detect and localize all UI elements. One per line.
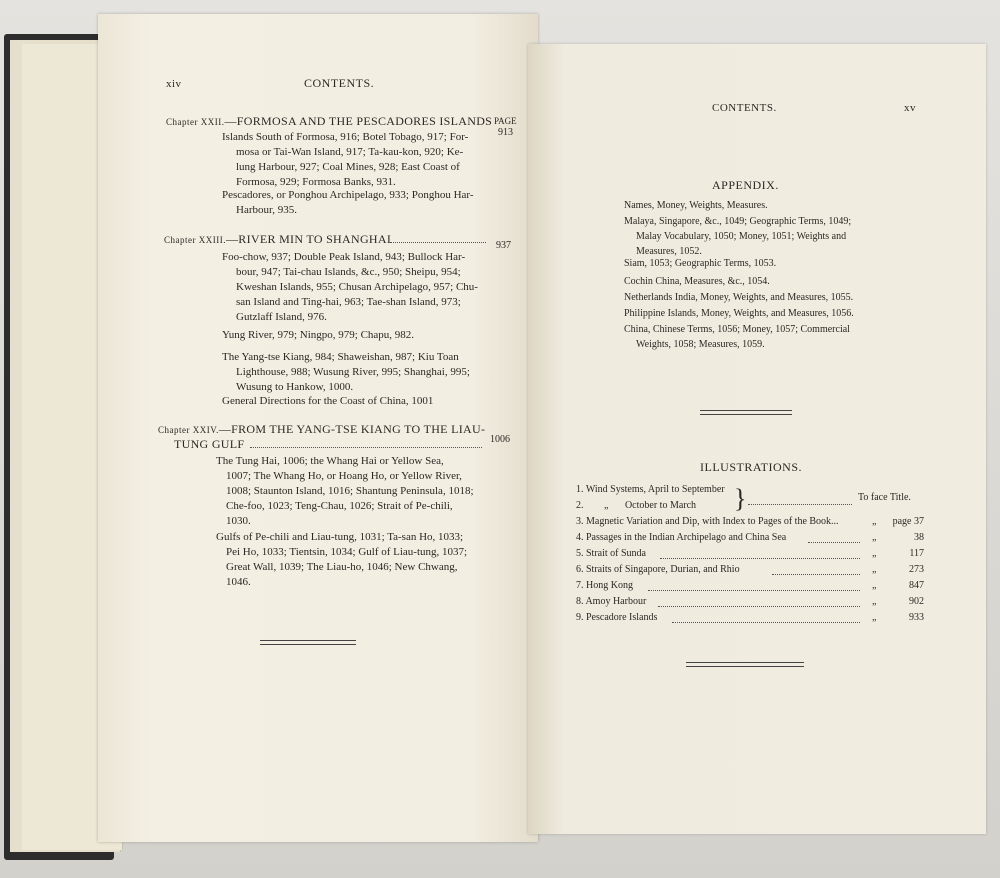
illustration-text bbox=[576, 548, 646, 559]
entry-line: Wusung to Hankow, 1000. bbox=[236, 381, 354, 393]
chapter-heading bbox=[158, 422, 485, 438]
chapter-entry bbox=[216, 454, 474, 529]
chapter-entry: Yung River, 979; Ningpo, 979; Chapu, 982. bbox=[222, 329, 415, 341]
entry-line: Malay Vocabulary, 1050; Money, 1051; Weights and bbox=[636, 231, 847, 242]
illustration-row bbox=[576, 548, 924, 563]
chapter-label: Chapter XXII. bbox=[166, 117, 225, 127]
entry-line: Lighthouse, 988; Wusung River, 995; Shanghai, 995; bbox=[236, 366, 470, 378]
chapter-title: —RIVER MIN TO SHANGHAI bbox=[225, 232, 392, 246]
brace-symbol: } bbox=[734, 484, 747, 513]
appendix-entry bbox=[624, 214, 851, 259]
entry-line: Great Wall, 1039; The Liau-ho, 1046; New Chwang, bbox=[226, 561, 458, 573]
chapter-entry bbox=[222, 188, 474, 218]
chapter-label: Chapter XXIII. bbox=[164, 235, 226, 245]
ditto-mark: „ bbox=[872, 516, 877, 527]
face-title: To face Title. bbox=[858, 492, 911, 503]
entry-line: Harbour, 935. bbox=[236, 204, 297, 216]
ditto-mark: „ bbox=[604, 500, 609, 511]
illustration-label: Amoy Harbour bbox=[585, 596, 647, 607]
illustration-label: October to March bbox=[624, 500, 697, 511]
illustration-row bbox=[576, 516, 924, 531]
right-page bbox=[528, 44, 986, 834]
entry-line: Pei Ho, 1033; Tientsin, 1034; Gulf of Liau-tung, 1037; bbox=[226, 546, 468, 558]
chapter-entry: General Directions for the Coast of China, 1001 bbox=[222, 395, 434, 407]
illustration-page: 933 bbox=[909, 612, 924, 623]
illustrations-title: ILLUSTRATIONS. bbox=[700, 460, 802, 474]
leader-dots bbox=[658, 606, 860, 607]
illustration-page: 38 bbox=[914, 532, 924, 543]
chapter-title-continued: TUNG GULF bbox=[174, 437, 245, 451]
entry-line: Islands South of Formosa, 916; Botel Tobago, 917; For- bbox=[222, 131, 469, 143]
illustration-text bbox=[576, 596, 646, 607]
leader-dots bbox=[672, 622, 860, 623]
chapter-page: 1006 bbox=[490, 434, 510, 445]
appendix-entry bbox=[624, 322, 850, 352]
entry-line: lung Harbour, 927; Coal Mines, 928; East Coast of bbox=[236, 161, 460, 173]
illustration-label: Wind Systems, April to September bbox=[585, 484, 725, 495]
illustration-label: Passages in the Indian Archipelago and China Sea bbox=[586, 532, 787, 543]
entry-line: mosa or Tai-Wan Island, 917; Ta-kau-kon, 920; Ke- bbox=[236, 146, 464, 158]
entry-line: China, Chinese Terms, 1056; Money, 1057; Commercial bbox=[624, 324, 850, 335]
chapter-title: —FROM THE YANG-TSE KIANG TO THE LIAU- bbox=[218, 422, 486, 436]
chapter-entry bbox=[222, 130, 468, 190]
illustration-number: 3. bbox=[576, 516, 584, 527]
appendix-entry: Netherlands India, Money, Weights, and Measures, 1055. bbox=[624, 292, 854, 303]
left-page bbox=[98, 14, 538, 842]
entry-line: 1008; Staunton Island, 1016; Shantung Peninsula, 1018; bbox=[226, 485, 474, 497]
entry-line: bour, 947; Tai-chau Islands, &c., 950; Sheipu, 954; bbox=[236, 266, 461, 278]
appendix-title: APPENDIX. bbox=[712, 178, 779, 192]
illustration-row bbox=[576, 580, 924, 595]
appendix-entry: Names, Money, Weights, Measures. bbox=[624, 200, 768, 211]
illustration-text bbox=[576, 500, 696, 511]
illustration-number: 9. bbox=[576, 612, 584, 623]
illustration-number: 8. bbox=[576, 596, 584, 607]
entry-line: The Tung Hai, 1006; the Whang Hai or Yellow Sea, bbox=[216, 455, 444, 467]
illustration-number: 2. bbox=[576, 500, 584, 511]
illustration-number: 1. bbox=[576, 484, 584, 495]
illustration-page: 902 bbox=[909, 596, 924, 607]
illustration-number: 4. bbox=[576, 532, 584, 543]
section-divider bbox=[700, 410, 792, 415]
illustration-label: Pescadore Islands bbox=[586, 612, 658, 623]
appendix-entry: Cochin China, Measures, &c., 1054. bbox=[624, 276, 770, 287]
chapter-heading bbox=[166, 114, 492, 130]
illustration-number: 6. bbox=[576, 564, 584, 575]
ditto-mark: „ bbox=[872, 532, 877, 543]
illustration-text bbox=[576, 580, 633, 591]
illustration-text bbox=[576, 532, 786, 543]
chapter-page: 913 bbox=[498, 127, 513, 138]
appendix-entry: Philippine Islands, Money, Weights, and Measures, 1056. bbox=[624, 308, 854, 319]
chapter-label: Chapter XXIV. bbox=[158, 425, 219, 435]
page-folio: xv bbox=[904, 102, 916, 114]
page-column-label: PAGE bbox=[494, 116, 517, 126]
entry-line: 1046. bbox=[226, 576, 251, 588]
illustration-row bbox=[576, 596, 924, 611]
chapter-entry bbox=[222, 250, 478, 325]
leader-dots bbox=[748, 504, 852, 505]
illustration-number: 7. bbox=[576, 580, 584, 591]
ditto-mark: „ bbox=[872, 580, 877, 591]
entry-line: Che-foo, 1023; Teng-Chau, 1026; Strait of Pe-chili, bbox=[226, 500, 453, 512]
entry-line: Gutzlaff Island, 976. bbox=[236, 311, 327, 323]
page-header: CONTENTS. bbox=[712, 102, 777, 114]
illustration-label: Straits of Singapore, Durian, and Rhio bbox=[586, 564, 740, 575]
entry-line: Malaya, Singapore, &c., 1049; Geographic Terms, 1049; bbox=[624, 216, 852, 227]
entry-line: Kweshan Islands, 955; Chusan Archipelago, 957; Chu- bbox=[236, 281, 478, 293]
entry-line: Measures, 1052. bbox=[636, 246, 702, 257]
illustration-text bbox=[576, 484, 725, 495]
chapter-heading bbox=[164, 232, 391, 248]
illustration-text bbox=[576, 612, 657, 623]
illustration-row bbox=[576, 532, 924, 547]
illustration-number: 5. bbox=[576, 548, 584, 559]
illustration-page: page 37 bbox=[892, 516, 924, 527]
leader-dots bbox=[808, 542, 860, 543]
illustration-label: Magnetic Variation and Dip, with Index to Pages of the Book... bbox=[586, 516, 839, 527]
leader-dots bbox=[390, 242, 486, 243]
illustration-text bbox=[576, 564, 740, 575]
leader-dots bbox=[648, 590, 860, 591]
leader-dots bbox=[772, 574, 860, 575]
section-divider bbox=[260, 640, 356, 645]
page-folio: xiv bbox=[166, 78, 182, 90]
entry-line: 1007; The Whang Ho, or Hoang Ho, or Yellow River, bbox=[226, 470, 462, 482]
chapter-title: —FORMOSA AND THE PESCADORES ISLANDS bbox=[224, 114, 493, 128]
entry-line: The Yang-tse Kiang, 984; Shaweishan, 987; Kiu Toan bbox=[222, 351, 459, 363]
entry-line: Foo-chow, 937; Double Peak Island, 943; Bullock Har- bbox=[222, 251, 466, 263]
ditto-mark: „ bbox=[872, 612, 877, 623]
appendix-entry: Siam, 1053; Geographic Terms, 1053. bbox=[624, 258, 777, 269]
chapter-entry bbox=[222, 350, 470, 395]
entry-line: Formosa, 929; Formosa Banks, 931. bbox=[236, 176, 396, 188]
chapter-entry bbox=[216, 530, 467, 590]
illustration-page: 847 bbox=[909, 580, 924, 591]
illustration-page: 273 bbox=[909, 564, 924, 575]
ditto-mark: „ bbox=[872, 596, 877, 607]
illustration-text bbox=[576, 516, 839, 527]
entry-line: Gulfs of Pe-chili and Liau-tung, 1031; Ta-san Ho, 1033; bbox=[216, 531, 464, 543]
page-header: CONTENTS. bbox=[304, 76, 375, 90]
illustration-page: 117 bbox=[909, 548, 924, 559]
leader-dots bbox=[660, 558, 860, 559]
illustration-row bbox=[576, 612, 924, 627]
ditto-mark: „ bbox=[872, 564, 877, 575]
entry-line: 1030. bbox=[226, 515, 251, 527]
illustration-row bbox=[576, 564, 924, 579]
section-divider bbox=[686, 662, 804, 667]
entry-line: Pescadores, or Ponghou Archipelago, 933; Ponghou Har- bbox=[222, 189, 474, 201]
leader-dots bbox=[250, 447, 482, 448]
entry-line: Weights, 1058; Measures, 1059. bbox=[636, 339, 765, 350]
ditto-mark: „ bbox=[872, 548, 877, 559]
illustration-label: Strait of Sunda bbox=[586, 548, 646, 559]
illustration-label: Hong Kong bbox=[586, 580, 633, 591]
entry-line: san Island and Ting-hai, 963; Tae-shan Island, 973; bbox=[236, 296, 461, 308]
chapter-page: 937 bbox=[496, 240, 511, 251]
